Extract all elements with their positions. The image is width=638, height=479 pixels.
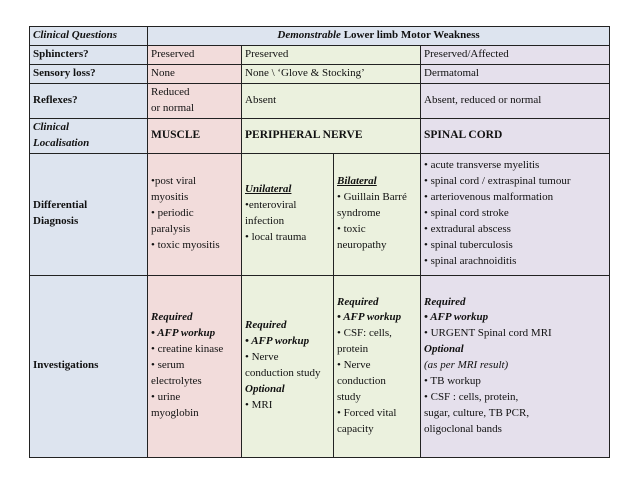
sensory-muscle: None [148, 64, 242, 83]
header-clinical-questions: Clinical Questions [30, 27, 148, 46]
differential-unilateral: Unilateral •enteroviral infection • local trauma [242, 153, 334, 275]
clinical-table [29, 26, 610, 458]
sphincters-cord: Preserved/Affected [421, 46, 610, 65]
reflexes-nerve: Absent [242, 83, 421, 118]
sensory-label: Sensory loss? [30, 64, 148, 83]
sphincters-muscle: Preserved [148, 46, 242, 65]
differential-muscle: •post viral myositis • periodic paralysis • toxic myositis [148, 153, 242, 275]
sphincters-row [30, 46, 610, 65]
sphincters-label: Sphincters? [30, 46, 148, 65]
investigations-row [30, 275, 610, 457]
localisation-label: Clinical Localisation [30, 118, 148, 153]
differential-cord: • acute transverse myelitis • spinal cord / extraspinal tumour • arteriovenous malformation • spinal cord stroke • extradural abscess • spinal tuberculosis • spinal arachnoiditis [421, 153, 610, 275]
header-row [30, 27, 610, 46]
investigations-label: Investigations [30, 275, 148, 457]
differential-bilateral: Bilateral • Guillain Barré syndrome • toxic neuropathy [334, 153, 421, 275]
reflexes-label: Reflexes? [30, 83, 148, 118]
sphincters-nerve: Preserved [242, 46, 421, 65]
investigations-cord: Required • AFP workup • URGENT Spinal cord MRI Optional (as per MRI result) • TB workup • CSF : cells, protein, sugar, culture, TB PCR, oligoclonal bands [421, 275, 610, 457]
header-title: Demonstrable Lower limb Motor Weakness [148, 27, 610, 46]
sensory-nerve: None \ ‘Glove & Stocking’ [242, 64, 421, 83]
reflexes-muscle: Reduced or normal [148, 83, 242, 118]
investigations-muscle: Required • AFP workup • creatine kinase • serum electrolytes • urine myoglobin [148, 275, 242, 457]
localisation-cord: SPINAL CORD [421, 118, 610, 153]
investigations-unilateral: Required • AFP workup • Nerve conduction study Optional • MRI [242, 275, 334, 457]
localisation-row [30, 118, 610, 153]
sensory-row [30, 64, 610, 83]
reflexes-cord: Absent, reduced or normal [421, 83, 610, 118]
sensory-cord: Dermatomal [421, 64, 610, 83]
localisation-nerve: PERIPHERAL NERVE [242, 118, 421, 153]
localisation-muscle: MUSCLE [148, 118, 242, 153]
reflexes-row [30, 83, 610, 118]
differential-row [30, 153, 610, 275]
investigations-bilateral: Required • AFP workup • CSF: cells, protein • Nerve conduction study • Forced vital capacity [334, 275, 421, 457]
differential-label: Differential Diagnosis [30, 153, 148, 275]
